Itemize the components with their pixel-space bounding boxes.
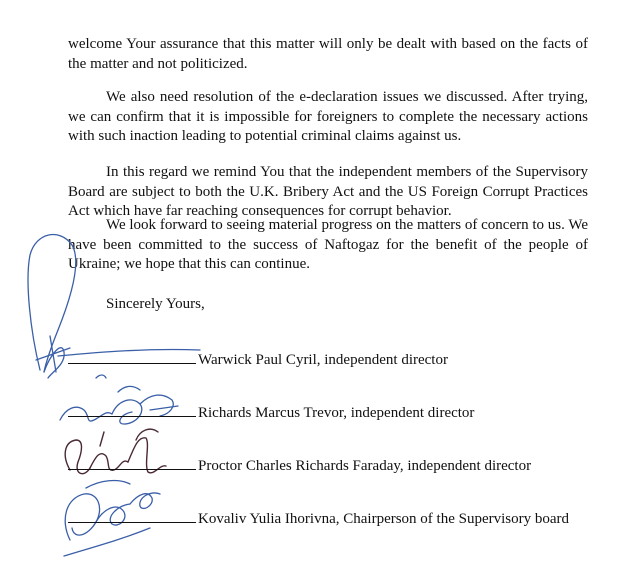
paragraph-facts: welcome Your assurance that this matter will only be dealt with based on the facts of the matter and not politicized. [68, 36, 588, 72]
signature-rule [68, 362, 196, 364]
signatory-name: Richards Marcus Trevor, independent director [198, 405, 475, 421]
signature-rule [68, 468, 196, 470]
closing-salutation: Sincerely Yours, [106, 296, 205, 312]
paragraph-e-declaration: We also need resolution of the e-declaration issues we discussed. After trying, we can confirm that it is impossible for foreigners to complete the necessary actions with such inaction leading to potential criminal claims against us. [68, 89, 588, 144]
signature-line-richards [68, 405, 474, 425]
signatory-name: Kovaliv Yulia Ihorivna, Chairperson of the Supervisory board [198, 511, 570, 527]
signature-line-warwick [68, 352, 448, 372]
signatory-name: Warwick Paul Cyril, independent director [198, 352, 448, 368]
signatory-name: Proctor Charles Richards Faraday, independent director [198, 458, 532, 474]
signature-line-proctor [68, 458, 531, 478]
paragraph-progress: We look forward to seeing material progress on the matters of concern to us. We have been committed to the success of Naftogaz for the benefit of the people of Ukraine; we hope that this can continue. [68, 217, 588, 272]
signature-line-kovaliv [68, 511, 569, 531]
signature-rule [68, 521, 196, 523]
signature-rule [68, 415, 196, 417]
paragraph-bribery-act: In this regard we remind You that the independent members of the Supervisory Board are subject to both the U.K. Bribery Act and the US Foreign Corrupt Practices Act which have far reaching consequences for corrupt behavior. [68, 164, 588, 219]
